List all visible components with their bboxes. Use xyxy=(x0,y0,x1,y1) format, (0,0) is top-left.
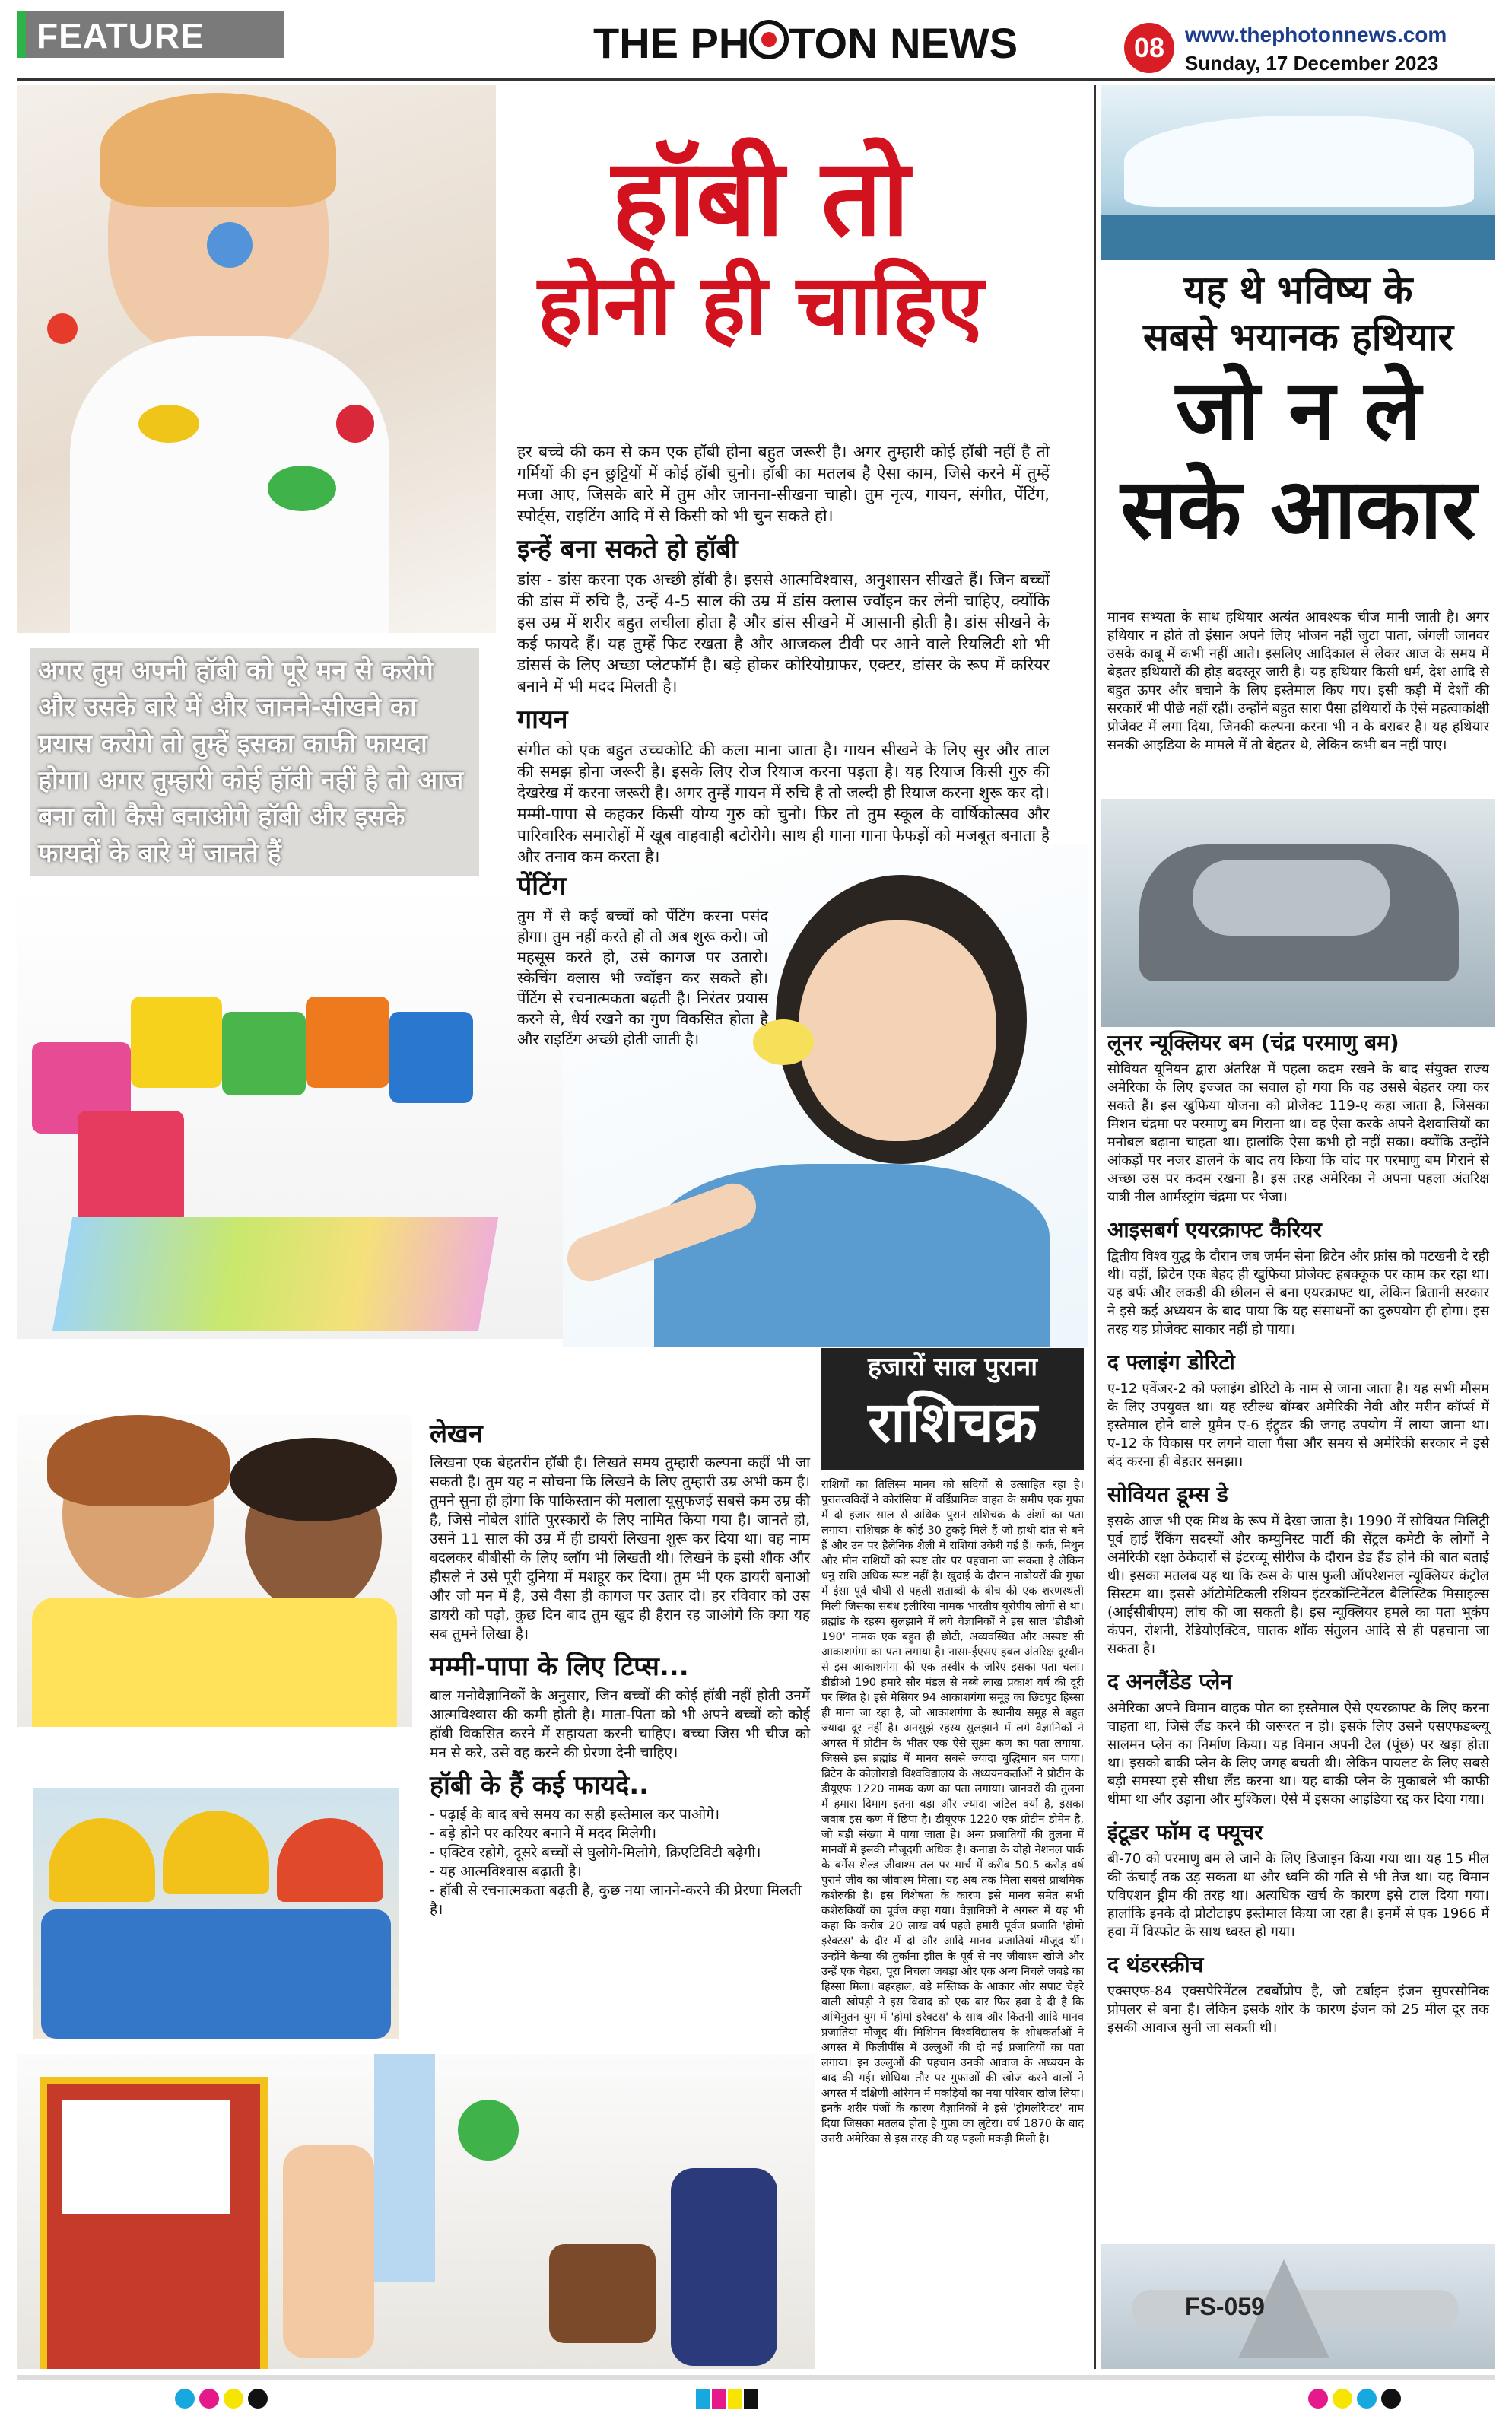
weapon-heading: आइसबर्ग एयरक्राफ्ट कैरियर xyxy=(1107,1217,1322,1242)
hobby-lead: हर बच्चे की कम से कम एक हॉबी होना बहुत जरूरी है। अगर तुम्हारी कोई हॉबी नहीं है तो गर्मियों की इन छुट्टियों में कोई हॉबी चुनो। हॉबी का मतलब है ऐसा काम, जिसे करने में तुम्हें मजा आए, जिसके बारे में तुम और जानना-सीखना चाहो। तुम नृत्य, गायन, संगीत, पेंटिंग, स्पोर्ट्स, राइटिंग आदि में से किसी को भी चुन सकते हो। xyxy=(517,443,1050,525)
rashichakra-title: राशिचक्र xyxy=(868,1390,1037,1455)
header-rule xyxy=(17,78,1495,81)
painting-section xyxy=(517,863,768,1050)
section-label: FEATURE xyxy=(17,11,284,58)
benefits-list xyxy=(430,1805,810,1919)
weapon-text: इसके आज भी एक मिथ के रूप में देखा जाता है। 1990 में सोवियत मिलिट्री पूर्व हाई रैंकिंग सदस्यों और कम्युनिस्ट पार्टी की सेंट्रल कमेटी के लोगों ने अमेरिकी रक्षा ठेकेदारों से इंटरव्यू सीरीज के दौरान डेड हैंड होने की बात बताई थी। इसका मतलब यह था कि रूस के पास फुली ऑपरेशनल न्यूक्लियर कंट्रोल सिस्टम था। इससे ऑटोमेटिकली रशियन इंटरकॉन्टिनेंटल बैलिस्टिक मिसाइल्स (आईसीबीएम) लांच की जा सकती है। इस न्यूक्लियर हमले का पता भूकंप कंपन, रोशनी, रेडियोएक्टिव, घातक शॉक संतुलन आदि से ही पहचाना जा सकता है। xyxy=(1107,1513,1489,1657)
weapon-heading: द अनलैंडेड प्लेन xyxy=(1107,1669,1232,1694)
hobby-section-text: तुम में से कई बच्चों को पेंटिंग करना पसंद होगा। तुम नहीं करते हो तो अब शुरू करो। जो महसूस करते हो, उसे कागज पर उतारो। स्केचिंग क्लास भी ज्वॉइन कर सकते हो। पेंटिंग से रचनात्मकता बढ़ती है। निरंतर प्रयास करने से, धैर्य रखने का गुण विकसित होता है और राइटिंग अच्छी होती जाती है। xyxy=(517,907,768,1048)
list-item: - बड़े होने पर करियर बनाने में मदद मिलेगी। xyxy=(430,1825,657,1842)
footer-rule xyxy=(17,2375,1495,2380)
issue-date: Sunday, 17 December 2023 xyxy=(1185,52,1439,75)
hobby-section-text: लिखना एक बेहतरीन हॉबी है। लिखते समय तुम्हारी कल्पना कहीं भी जा सकती है। तुम यह न सोचना कि लिखने के लिए तुम्हारी उम्र अभी कम है। तुमने सुना ही होगा कि पाकिस्तान की मलाला यूसुफजई सबसे कम उम्र की है, जिसे नोबेल शांति पुरस्कारों के लिए नामित किया गया है। जानते हो, उसने 11 साल की उम्र में ही डायरी लिखना शुरू कर दिया था। वह नाम बदलकर बीबीसी के लिए ब्लॉग भी लिखती थी। लिखने के इसी शौक और हौसले ने उसे पूरी दुनिया में मशहूर कर दिया। तुम भी एक डायरी बनाओ और जो मन में है, उसे वैसा ही कागज पर उतार दो। हर रविवार को उस डायरी को पढ़ो, कुछ दिन बाद तुम खुद ही हैरान रह जाओगे कि क्या यह सब तुमने लिखा है। xyxy=(430,1455,810,1642)
hobby-section-heading: इन्हें बना सकते हो हॉबी xyxy=(517,534,738,564)
kids-helmets-photo xyxy=(33,1788,399,2039)
masthead-right: TON NEWS xyxy=(789,19,1018,67)
color-registration-center xyxy=(696,2389,760,2412)
weapon-text: ए-12 एवेंजर-2 को फ्लाइंग डोरिटो के नाम से जाना जाता है। यह सभी मौसम के लिए उपयुक्त था। यह स्टील्थ बॉम्बर अमेरिकी नेवी और मरीन कॉर्प्स में इस्तेमाल होने वाले ग्रुमैन ए-6 इंट्रूडर की जगह उपयोग में लाया जाना था। ए-12 के विकास पर लगने वाला पैसा और समय से अमेरिकी सरकार ने इसे बंद करना ही बेहतर समझा। xyxy=(1107,1381,1489,1470)
paint-jars-photo xyxy=(17,882,564,1339)
iceberg-photo xyxy=(1101,85,1495,260)
weapon-text: एक्सएफ-84 एक्सपेरिमेंटल टबर्बोप्रोप है, जो टर्बाइन इंजन सुपरसोनिक प्रोपलर से बना है। लेकिन इसके शोर के कारण इंजन को 25 मील दूर तक इसकी आवाज सुनी जा सकती थी। xyxy=(1107,1983,1489,2036)
hobby-headline-line2: होनी ही चाहिए xyxy=(537,256,983,354)
list-item: - पढ़ाई के बाद बचे समय का सही इस्तेमाल कर पाओगे। xyxy=(430,1806,720,1823)
jet-plane-photo xyxy=(1101,2244,1495,2369)
hobby-section-text: डांस - डांस करना एक अच्छी हॉबी है। इससे आत्मविश्वास, अनुशासन सीखते हैं। जिन बच्चों की डांस में रुचि है, उन्हें 4-5 साल की उम्र में डांस क्लास ज्वॉइन कर लेनी चाहिए, क्योंकि इस उम्र में शरीर बहुत लचीला होता है और डांस सीखने में आसानी होती है। डांस सीखने के कई फायदे हैं। यह तुम्हें फिट रखता है और आजकल टीवी पर आने वाले रियलिटी शो भी डांसर्स के लिए अच्छा प्लेटफॉर्म है। बड़े होकर कोरियोग्राफर, एक्टर, डांसर के रूप में करियर बनाने में भी मदद मिलती है। xyxy=(517,571,1050,695)
capsule-bomb-photo xyxy=(1101,799,1495,1027)
hobby-section-heading: पेंटिंग xyxy=(517,871,567,901)
masthead xyxy=(593,18,1080,72)
weapons-intro: मानव सभ्यता के साथ हथियार अत्यंत आवश्यक चीज मानी जाती है। अगर हथियार न होते तो इंसान अपने लिए भोजन नहीं जुटा पाता, जंगली जानवर उसके काबू में कभी नहीं आते। इसलिए आदिकाल से लेकर आज के समय में बेहतर हथियारों की होड़ बदस्तूर जारी है। यह हथियार किसी धर्म, देश आदि से बहुत ऊपर और बचाने के लिए इस्तेमाल किए गए। इसी कड़ी में देशों की सरकारें भी पीछे नहीं रहीं। उन्होंने बहुत सारा पैसा हथियारों के ऐसे महत्वाकांक्षी प्रोजेक्ट में लगा दिया, जिनकी कल्पना करना भी न के बराबर है। यह हथियार सनकी आइडिया के मामले में तो बेहतर थे, लेकिन कभी बन नहीं पाए। xyxy=(1107,609,1489,753)
weapons-items xyxy=(1107,1019,1489,2037)
child-painted-hands-photo xyxy=(17,85,496,633)
list-item: - यह आत्मविश्वास बढ़ाती है। xyxy=(430,1863,582,1880)
rashichakra-text: राशियों का तिलिस्म मानव को सदियों से उत्साहित रहा है। पुरातत्वविदों ने कोरांसिया में वर्डिप्रानिक वाहत के समीप एक गुफा में दो हजार साल से अधिक पुराने राशिचक्र के अंशों का पता लगाया। राशिचक्र के कोई 30 टुकड़े मिले हैं जो हाथी दांत से बने हैं और उन पर हैलेनिक शैली में राशियां उकेरी गई हैं। कर्क, मिथुन और मीन राशियों को स्पष्ट तौर पर पहचाना जा सकता है लेकिन धनु राशि अधिक स्पष्ट नहीं है। खुदाई के दौरान नाबोयरों की गुफा में ईसा पूर्व चौथी से पहली शताब्दी के बीच की एक शरणस्थली मिली जिसका संबंध इलीरिया नामक भारतीय यूरोपीय लोगों से था। ब्रह्मांड के रहस्य सुलझाने में लगे वैज्ञानिकों ने इस साल 'डीडीओ 190' नामक एक बहुत ही छोटी, अव्यवस्थित और अस्पष्ट सी आकाशगंगा का पता लगाया है। नासा-ईएसए हबल अंतरिक्ष दूरबीन से इस आकाशगंगा की एक तस्वीर के जरिए इसका पता चला। डीडीओ 190 हमारे सौर मंडल से नब्बे लाख प्रकाश वर्ष की दूरी पर स्थित है। इसे मेसियर 94 आकाशगंगा समूह का छिटपुट हिस्सा ही माना जा रहा है, जो आकाशगंगा के स्थानीय समूह से बहुत ज्यादा दूर नहीं है। अनसुझे रहस्य सुलझाने में लगे वैज्ञानिकों ने अगस्त में प्रोटीन के भीतर एक ऐसे सूक्ष्म कण का पता लगाया, जिससे इस ब्रह्मांड में मानव सबसे ज्यादा बुद्धिमान बन पाया। ब्रिटेन के कोलोराडो विश्वविद्यालय के अध्ययनकर्ताओं ने प्रोटीन के डीयूएफ 1220 नामक कण का पता लगाया। जानवरों की तुलना में हमारा दिमाग इतना बड़ा और ज्यादा जटिल क्यों है, इसका जवाब इस कण में छिपा है। डीयूएफ 1220 एक प्रोटीन डोमेन है, जो बड़ी संख्या में पाया जाता है। अन्य प्रजातियों की तुलना में मानवों में इसकी मौजूदगी अधिक है। कनाडा के योहो नेशनल पार्क के बर्गेस शेल्ड जीवाश्म तल पर मार्च में करीब 50.5 करोड़ वर्ष पुराने जीव का जीवाश्म मिला। यह अब तक मिला सबसे प्राथमिक कशेरुकी है। इस विशेषता के कारण इसे मानव समेत सभी कशेरुकियों का पूर्वज कहा गया। वैज्ञानिकों ने अगस्त में यह भी कहा कि करीब 20 लाख वर्ष पहले हमारी पूर्वज प्रजाति 'होमो इरेक्टस' के दौर में दो और आदि मानव प्रजातियां मौजूद थीं। उन्होंने केन्या की तुर्काना झील के पूर्व से नए जीवाश्म खोजे और उन्हें एक चेहरा, पूरा निचला जबड़ा और एक अन्य निचले जबड़े का हिस्सा मिला। बहरहाल, बड़े मस्तिष्क के आकार और सपाट चेहरे वाली खोपड़ी ने इस विवाद को एक बार फिर हवा दे दी है कि अभिनुतन युग में 'होमो इरेक्टस' के साथ और कितनी आदि मानव प्रजातियां मौजूद थीं। मिशिगन विश्वविद्यालय के शोधकर्ताओं ने अगस्त में फिलीपींस में उल्लुओं की दो नई प्रजातियों का पता लगाया। इन उल्लुओं की पहचान उनकी आवाज के अध्ययन के बाद की गई। शोधिया तौर पर गुफाओं की खोज करने वालों ने अगस्त में दक्षिणी ओरेगन में मकड़ियों का नया परिवार खोज लिया। इनके शरीर पंजों के कारण वैज्ञानिकों ने इसे 'ट्रोगलोरैप्टर' नाम दिया जिसका मतलब होता है गुफा का लुटेरा। वर्ष 1870 के बाद उत्तरी अमेरिका से इस तरह की यह पहली मकड़ी मिली है। xyxy=(821,1478,1084,2145)
weapon-heading: द थंडरस्क्रीच xyxy=(1107,1952,1204,1977)
hobby-body-top xyxy=(517,441,1050,867)
weapons-headline xyxy=(1101,266,1495,558)
website-link[interactable]: www.thephotonnews.com xyxy=(1185,23,1447,46)
kids-playroom-photo xyxy=(17,2054,815,2369)
masthead-left: THE PH xyxy=(593,19,750,67)
hobby-section-text: संगीत को एक बहुत उच्चकोटि की कला माना जाता है। गायन सीखने के लिए सुर और ताल की समझ होना जरूरी है। इसके लिए रोज रियाज करना पड़ता है। यह रियाज किसी गुरु की देखरेख में करना जरूरी है। अगर तुम्हें गायन में रुचि है तो जल्दी ही रियाज करना शुरू कर दो। मम्मी-पापा से कहकर किसी योग्य गुरु को चुनो। फिर तो तुम स्कूल के वार्षिकोत्सव और पारिवारिक समारोहों में खूब वाहवाही बटोरोगे। साथ ही गाना गाना फेफड़ों को मजबूत बनाता है और तनाव कम करता है। xyxy=(517,741,1050,866)
hobby-body-bottom xyxy=(430,1411,810,1919)
logo-icon xyxy=(749,20,789,59)
weapons-headline-big2: सके आकार xyxy=(1120,460,1476,558)
rashichakra-kicker: हजारों साल पुराना xyxy=(867,1352,1037,1382)
hobby-section-heading: मम्मी-पापा के लिए टिप्स... xyxy=(430,1652,689,1682)
hobby-headline xyxy=(456,136,1065,355)
weapon-text: बी-70 को परमाणु बम ले जाने के लिए डिजाइन किया गया था। यह 15 मील की ऊंचाई तक उड़ सकता था और ध्वनि की गति से भी तेज था। यह विमान एविएशन ड्रीम की तरह था। अत्यधिक खर्च के कारण इसे टाल दिया गया। हालांकि इनके दो प्रोटोटाइप इस्तेमाल किया जा रहा है। इनमें से एक 1966 में हवा में विस्फोट के साथ ध्वस्त हो गया। xyxy=(1107,1851,1489,1940)
weapon-text: सोवियत यूनियन द्वारा अंतरिक्ष में पहला कदम रखने के बाद संयुक्त राज्य अमेरिका के लिए इज्जत का सवाल हो गया कि वह उससे बेहतर क्या कर सकते हैं। इस खुफिया योजना को प्रोजेक्ट 119-ए कहा जाता है, जिसका मिशन चंद्रमा पर परमाणु बम गिराना था। वह ऐसा करके अपने देशवासियों का मनोबल बढ़ाना चाहता था। हालांकि ऐसा कभी हो नहीं सका। क्योंकि उन्होंने आंकड़ों पर नजर डालने के बाद तय किया कि चांद पर परमाणु बम गिराने से अच्छा उस पर कदम रखना है। इस तरह अमेरिका ने अपना पहला अंतरिक्ष यात्री नील आर्मस्ट्रांग चंद्रमा पर भेजा। xyxy=(1107,1061,1489,1205)
page-number-badge: 08 xyxy=(1124,23,1174,73)
rashichakra-body xyxy=(821,1477,1084,2369)
hobby-section-heading: लेखन xyxy=(430,1419,483,1449)
weapon-heading: द फ्लाइंग डोरिटो xyxy=(1107,1350,1235,1375)
weapon-heading: लूनर न्यूक्लियर बम (चंद्र परमाणु बम) xyxy=(1107,1030,1399,1055)
hobby-section-heading: हॉबी के हैं कई फायदे.. xyxy=(430,1770,650,1801)
plane-marking: FS-059 xyxy=(1185,2293,1265,2320)
weapon-text: अमेरिका अपने विमान वाहक पोत का इस्तेमाल ऐसे एयरक्राफ्ट के लिए करना चाहता था, जिसे लैंड करने की जरूरत न हो। इसके लिए उसने एसएफडब्ल्यू सालमन प्लेन का निर्माण किया। यह विमान अपनी टेल (पूंछ) पर खड़ा होता था। इसको बाकी प्लेन के लिए जगह बचती थी। लेकिन पायलट के लिए सबसे बड़ी समस्या इसे सीधा लैंड करना था। यह बाकी प्लेन के मुकाबले भी काफी धीमा था और उड़ाना और मुश्किल। ऐसे में इसका आइडिया रद्द कर दिया गया। xyxy=(1107,1700,1489,1808)
list-item: - एक्टिव रहोगे, दूसरे बच्चों से घुलोगे-मिलोगे, क्रिएटिविटी बढ़ेगी। xyxy=(430,1844,761,1861)
hobby-section-heading: गायन xyxy=(517,704,568,735)
column-divider xyxy=(1094,85,1096,2369)
kids-writing-photo xyxy=(17,1415,412,1727)
hobby-section-text: बाल मनोवैज्ञानिकों के अनुसार, जिन बच्चों की कोई हॉबी नहीं होती उनमें आत्मविश्वास की कमी होती है। माता-पिता को भी अपने बच्चों को कोई हॉबी विकसित करने में सहायता करनी चाहिए। बच्चा जिस भी चीज को मन से करे, उसे वह करने की प्रेरणा देनी चाहिए। xyxy=(430,1687,810,1761)
weapons-headline-line1: यह थे भविष्य के xyxy=(1183,268,1413,312)
weapon-heading: सोवियत डूम्स डे xyxy=(1107,1482,1228,1507)
color-registration-left xyxy=(175,2389,272,2412)
weapon-text: द्वितीय विश्व युद्ध के दौरान जब जर्मन सेना ब्रिटेन और फ्रांस को पटखनी दे रही थी। वहीं, ब्रिटेन एक बेहद ही खुफिया प्रोजेक्ट हबक्कूक पर काम कर रहा था। यह बर्फ और लकड़ी की छीलन से बना एयरक्राफ्ट था, लेकिन ब्रितानी सरकार ने इसे कई अध्ययन के बाद पाया कि यह संसाधनों का दुरुपयोग ही होगा। इस तरह यह प्रोजेक्ट साकार नहीं हो पाया। xyxy=(1107,1248,1489,1337)
weapons-headline-line2: सबसे भयानक हथियार xyxy=(1142,315,1454,359)
rashichakra-header xyxy=(821,1348,1084,1470)
color-registration-right xyxy=(1308,2389,1406,2412)
hobby-headline-line1: हॉबी तो xyxy=(611,136,910,260)
weapon-heading: इंटूडर फॉम द फ्यूचर xyxy=(1107,1820,1263,1845)
list-item: - हॉबी से रचनात्मकता बढ़ती है, कुछ नया जानने-करने की प्रेरणा मिलती है। xyxy=(430,1882,802,1918)
weapons-headline-big1: जो न ले xyxy=(1175,361,1421,459)
hobby-intro-quote: अगर तुम अपनी हॉबी को पूरे मन से करोगे और उसके बारे में और जानने-सीखने का प्रयास करोगे तो तुम्हें इसका काफी फायदा होगा। अगर तुम्हारी कोई हॉबी नहीं है तो आज बना लो। कैसे बनाओगे हॉबी और इसके फायदों के बारे में जानते हैं xyxy=(30,648,479,876)
